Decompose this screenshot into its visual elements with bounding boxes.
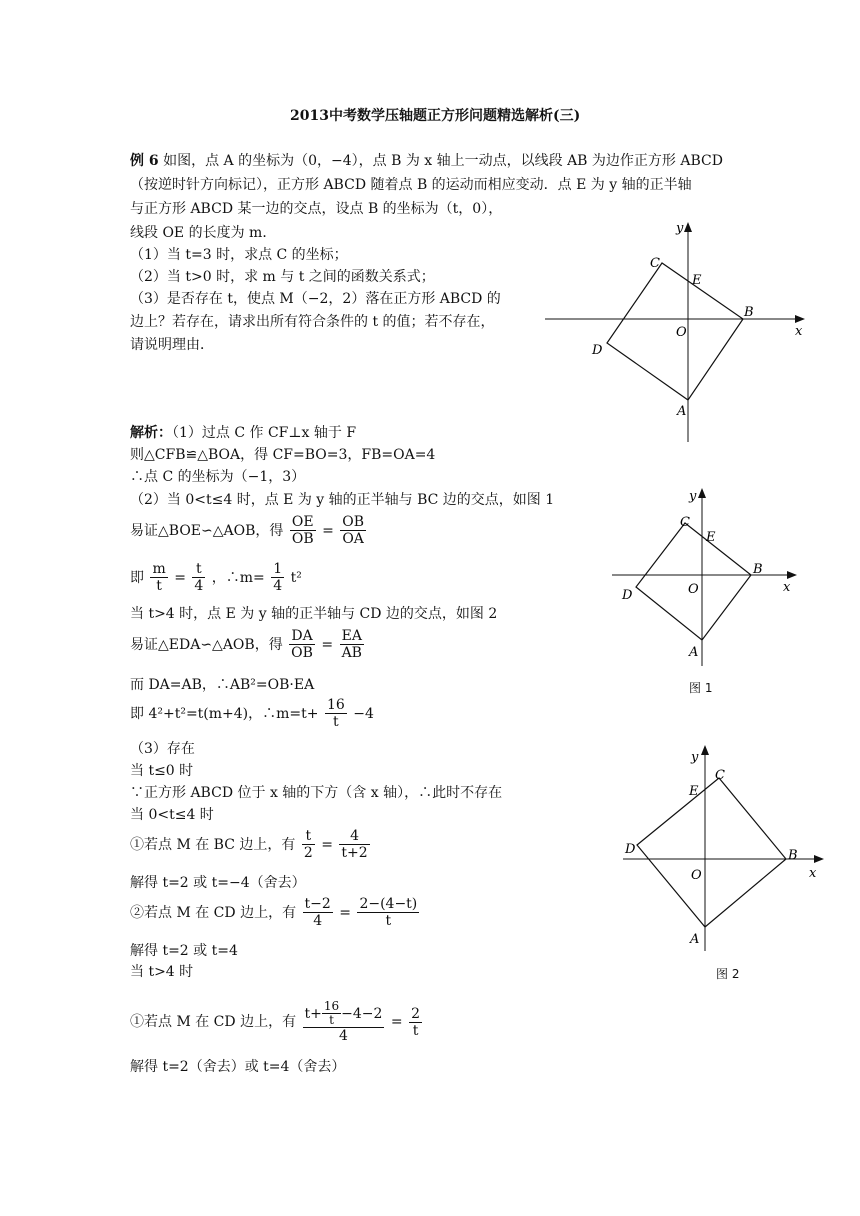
problem-label: 例 6 [130, 153, 159, 169]
problem-line-4: 线段 OE 的长度为 m． [130, 225, 277, 241]
denominator: 2 [303, 845, 313, 861]
denominator: 4 [339, 1028, 348, 1044]
y-axis-arrow-icon [701, 745, 709, 755]
solution-3f: 解得 t=2 或 t=−4（舍去） [130, 875, 306, 891]
problem-text-1: 如图，点 A 的坐标为（0，−4），点 B 为 x 轴上一动点，以线段 AB 为边作正方形 ABCD [163, 153, 723, 169]
label-o: O [688, 582, 699, 597]
question-3-line-3: 请说明理由． [130, 337, 214, 353]
solution-3e-text: ①若点 M 在 BC 边上，有 [130, 836, 296, 853]
solution-2c-mid: ，∴m= [211, 569, 265, 586]
denominator: OA [342, 531, 364, 547]
numerator: t−2 [304, 896, 331, 912]
solution-3d: 当 0<t≤4 时 [130, 807, 214, 823]
numerator: DA [289, 628, 315, 645]
numerator: 16 [323, 999, 340, 1013]
denominator: 4 [194, 578, 204, 594]
solution-3j: ①若点 M 在 CD 边上，有 t+ $\frac{16}{t}$ −4−2 4 = $\frac{2}{t}$ [130, 999, 421, 1044]
fraction [339, 828, 369, 861]
x-axis-arrow-icon [814, 855, 824, 863]
label-a: A [677, 404, 687, 419]
page-title: 2013中考数学压轴题正方形问题精选解析(三) [290, 108, 581, 124]
solution-2b-text: 易证△BOE∽△AOB，得 [130, 522, 284, 539]
solution-3a: （3）存在 [130, 741, 195, 757]
question-1: （1）当 t=3 时，求点 C 的坐标； [130, 247, 348, 263]
solution-label: 解析： [130, 425, 172, 441]
problem-line-3: 与正方形 ABCD 某一边的交点，设点 B 的坐标为（t，0）， [130, 201, 503, 217]
solution-1c: ∴点 C 的坐标为（−1，3） [130, 469, 306, 485]
label-b: B [788, 848, 798, 863]
numerator: 1 [273, 561, 283, 577]
square-abcd [607, 263, 743, 400]
solution-3j-text: ①若点 M 在 CD 边上，有 [130, 1014, 297, 1030]
solution-3b: 当 t≤0 时 [130, 763, 194, 779]
label-b: B [753, 562, 763, 577]
solution-1b: 则△CFB≌△BOA，得 CF=BO=3，FB=OA=4 [130, 447, 436, 463]
label-a: A [689, 645, 699, 660]
label-y: y [676, 221, 684, 236]
fraction [340, 514, 366, 547]
denominator: t [412, 1022, 419, 1039]
fraction [290, 514, 316, 547]
denominator: t+2 [341, 845, 368, 861]
label-e: E [692, 273, 702, 288]
label-d: D [625, 842, 636, 857]
numerator: EA [340, 628, 364, 645]
inner-fraction [322, 1000, 341, 1027]
numerator: t [192, 561, 205, 578]
label-o: O [691, 868, 702, 883]
solution-3e: ①若点 M 在 BC 边上，有 $\frac{t}{2}$ = $\frac{4}{t+2}$ [130, 828, 368, 861]
fraction [409, 1006, 422, 1039]
fraction [150, 561, 167, 594]
solution-1a [130, 424, 356, 442]
fraction [357, 896, 419, 929]
fraction [340, 628, 364, 661]
numerator: OE [290, 514, 316, 531]
y-axis-arrow-icon [684, 222, 692, 232]
solution-2c: 即 $\frac{m}{t}$ = $\frac{t}{4}$ ，∴m= $\frac{1}{4}$ t² [130, 561, 302, 594]
problem-line-2: （按逆时针方向标记），正方形 ABCD 随着点 B 的运动而相应变动．点 E 为 y 轴的正半轴 [130, 177, 692, 193]
compound-numerator [303, 1000, 385, 1028]
label-c: C [680, 515, 690, 530]
fraction [302, 828, 315, 861]
denominator: 4 [313, 913, 323, 929]
solution-2b: 易证△BOE∽△AOB，得 $\frac{OE}{OB}$ = $\frac{OB}{OA}$ [130, 514, 365, 547]
label-c: C [650, 256, 660, 271]
solution-2e-text: 易证△EDA∽△AOB，得 [130, 636, 283, 653]
denominator: OB [291, 531, 314, 547]
label-y: y [691, 750, 699, 765]
solution-3g-text: ②若点 M 在 CD 边上，有 [130, 904, 297, 921]
fraction [271, 561, 284, 594]
figure-1 [600, 484, 815, 674]
label-d: D [622, 588, 633, 603]
figure-2 [615, 741, 830, 956]
numerator: OB [342, 514, 365, 530]
y-axis-arrow-icon [698, 488, 706, 498]
label-y: y [689, 489, 697, 504]
question-2: （2）当 t>0 时，求 m 与 t 之间的函数关系式； [130, 269, 435, 285]
denominator: t [329, 1013, 334, 1027]
solution-2f: 而 DA=AB，∴AB²=OB·EA [130, 677, 315, 693]
fraction [325, 697, 347, 730]
label-b: B [744, 305, 754, 320]
main-figure [540, 212, 820, 447]
x-axis-arrow-icon [787, 571, 797, 579]
label-e: E [689, 784, 699, 799]
denominator: t [333, 714, 339, 730]
label-a: A [690, 932, 700, 947]
solution-2e: 易证△EDA∽△AOB，得 $\frac{DA}{OB}$ = $\frac{EA}{AB}$ [130, 628, 362, 661]
denominator: t [156, 578, 162, 594]
numerator: 2 [411, 1005, 421, 1022]
solution-2c-text: 即 [130, 569, 144, 586]
numerator-lead: t+ [304, 1005, 322, 1022]
fraction [192, 561, 205, 594]
denominator: 4 [273, 578, 283, 594]
solution-2g-tail: −4 [353, 705, 374, 722]
figure-1-caption: 图 1 [689, 681, 713, 695]
denominator: t [385, 913, 392, 929]
fraction [303, 896, 333, 929]
solution-2g-text: 即 4²+t²=t(m+4)，∴m=t+ [130, 705, 319, 722]
denominator: OB [291, 645, 313, 661]
solution-3h: 解得 t=2 或 t=4 [130, 943, 238, 959]
numerator: t [302, 828, 315, 845]
label-d: D [592, 343, 603, 358]
numerator: 4 [339, 828, 369, 845]
numerator-tail: −4−2 [341, 1005, 383, 1022]
problem-line-1 [130, 152, 723, 170]
question-3-line-1: （3）是否存在 t，使点 M（−2，2）落在正方形 ABCD 的 [130, 291, 501, 307]
solution-3i: 当 t>4 时 [130, 964, 194, 980]
solution-2g [130, 697, 374, 730]
fraction [303, 1000, 385, 1044]
x-axis-arrow-icon [795, 315, 805, 323]
solution-2d: 当 t>4 时，点 E 为 y 轴的正半轴与 CD 边的交点，如图 2 [130, 606, 498, 622]
denominator: AB [341, 645, 362, 661]
label-c: C [715, 768, 725, 783]
figure-2-caption: 图 2 [716, 967, 740, 981]
label-x: x [795, 324, 803, 339]
square-abcd [637, 778, 786, 927]
question-3-line-2: 边上？若存在，请求出所有符合条件的 t 的值；若不存在， [130, 314, 495, 330]
label-o: O [676, 325, 687, 340]
label-x: x [783, 580, 791, 595]
solution-3g: ②若点 M 在 CD 边上，有 $\frac{t-2}{4}$ = $\frac{2-(4-t)}{t}$ [130, 896, 418, 929]
solution-2c-tail: t² [290, 569, 302, 586]
label-e: E [706, 530, 716, 545]
solution-2a: （2）当 0<t≤4 时，点 E 为 y 轴的正半轴与 BC 边的交点，如图 1 [130, 492, 555, 508]
solution-3c: ∵正方形 ABCD 位于 x 轴的下方（含 x 轴），∴此时不存在 [130, 785, 503, 801]
numerator: 16 [326, 697, 345, 713]
fraction [289, 628, 315, 661]
solution-1a-text: （1）过点 C 作 CF⊥x 轴于 F [172, 425, 357, 441]
numerator: m [152, 561, 166, 577]
label-x: x [809, 866, 817, 881]
numerator: 2−(4−t) [359, 896, 418, 912]
solution-3k: 解得 t=2（舍去）或 t=4（舍去） [130, 1059, 346, 1075]
